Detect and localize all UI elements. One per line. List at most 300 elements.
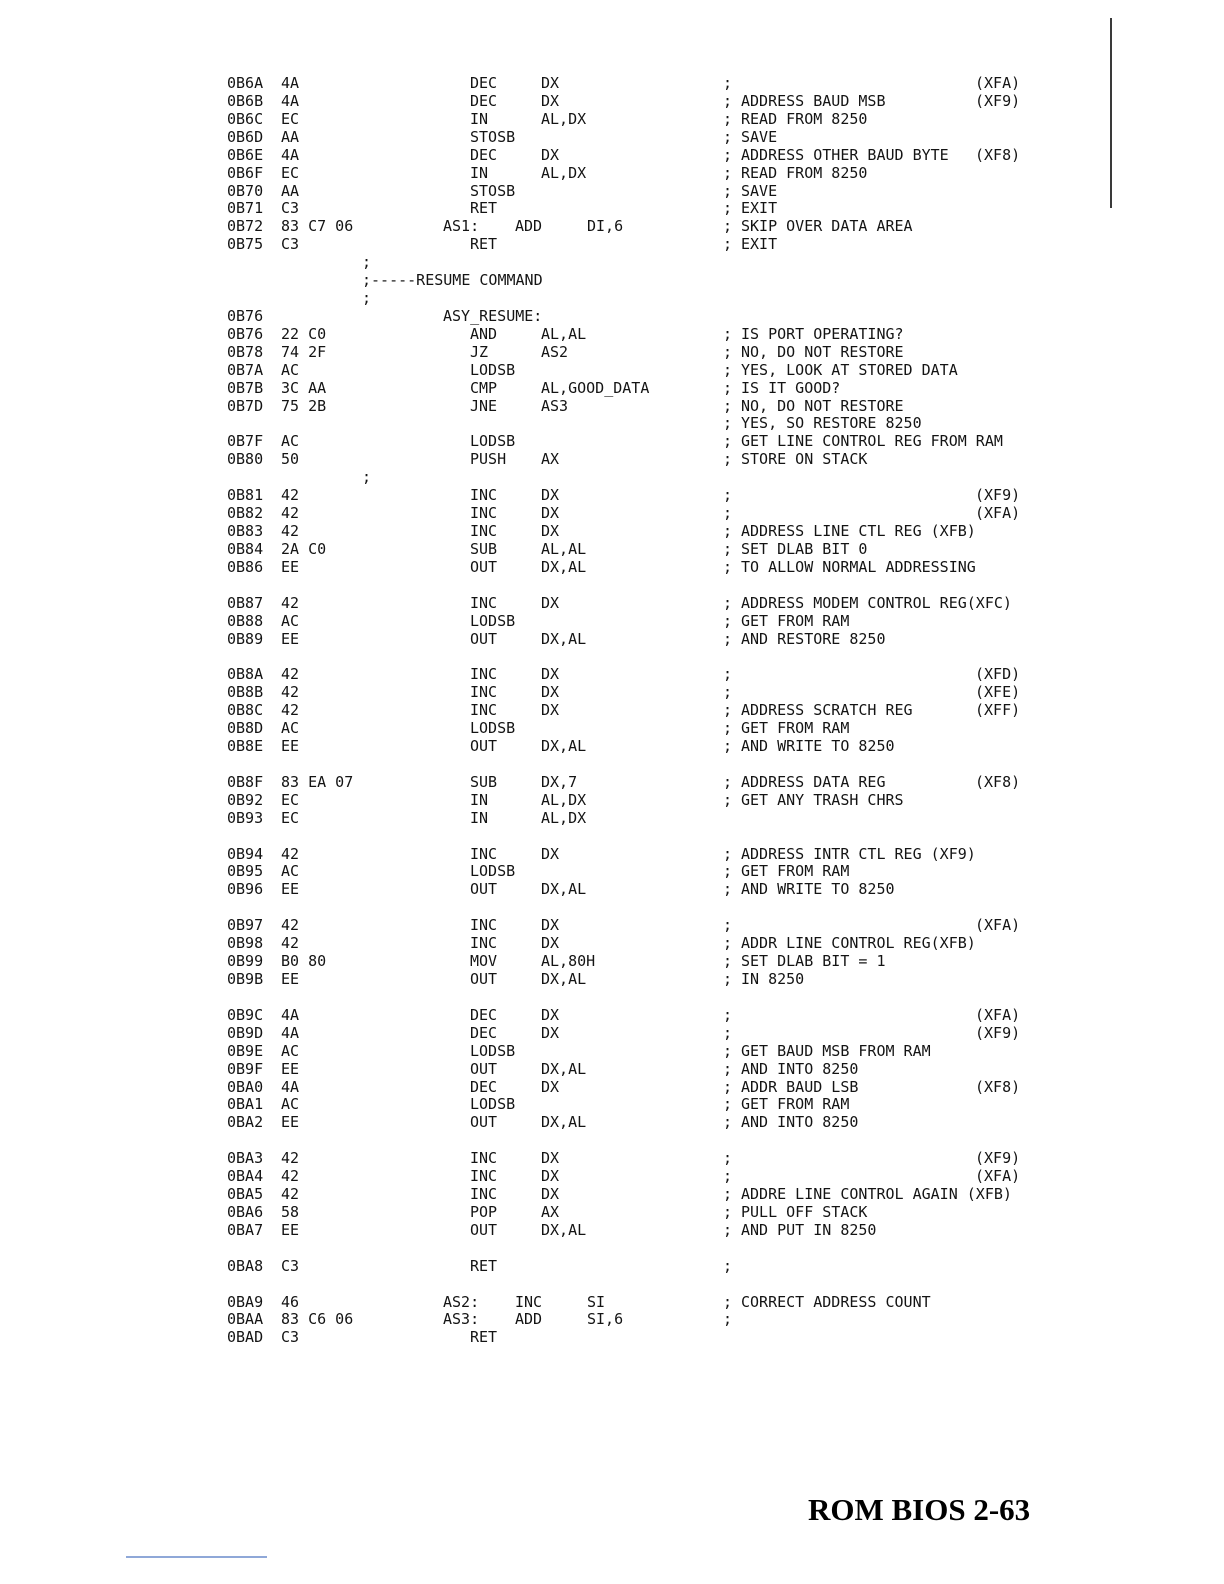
- listing-line: [0, 809, 1224, 827]
- opcode: OUT: [470, 1220, 498, 1239]
- operand: DX: [541, 1005, 560, 1024]
- machine-code: 4A: [281, 91, 300, 110]
- comment-marker: ;: [723, 342, 733, 361]
- opcode: IN: [470, 790, 489, 809]
- machine-code: AA: [281, 181, 300, 200]
- machine-code: AA: [281, 127, 300, 146]
- comment: CORRECT ADDRESS COUNT: [741, 1292, 931, 1311]
- listing-line: [0, 755, 1224, 773]
- comment: NO, DO NOT RESTORE: [741, 342, 904, 361]
- machine-code: EE: [281, 1059, 300, 1078]
- comment-marker: ;: [723, 1113, 733, 1132]
- opcode: INC: [470, 701, 498, 720]
- address: 0B8D: [227, 719, 264, 738]
- operand: AX: [541, 1202, 560, 1221]
- opcode: DEC: [470, 1005, 498, 1024]
- operand: DX,7: [541, 772, 578, 791]
- listing-line: [0, 235, 1224, 253]
- comment-marker: ;: [723, 1077, 733, 1096]
- comment-marker: ;: [723, 163, 733, 182]
- machine-code: 4A: [281, 1005, 300, 1024]
- comment: GET ANY TRASH CHRS: [741, 790, 904, 809]
- comment: IS IT GOOD?: [741, 378, 841, 397]
- opcode: OUT: [470, 880, 498, 899]
- section-comment: ;: [362, 289, 372, 308]
- comment: GET LINE CONTROL REG FROM RAM: [741, 432, 1003, 451]
- comment-marker: ;: [723, 74, 733, 92]
- operand: DX: [541, 683, 560, 702]
- port-reference: (XF9): [975, 1023, 1021, 1042]
- comment-marker: ;: [723, 737, 733, 756]
- comment-marker: ;: [723, 1023, 733, 1042]
- operand: AS2: [541, 342, 569, 361]
- listing-line: [0, 1275, 1224, 1293]
- comment-marker: ;: [723, 360, 733, 379]
- listing-line: [0, 1024, 1224, 1042]
- comment: ADDRE LINE CONTROL AGAIN (XFB): [741, 1185, 1012, 1204]
- machine-code: 22 C0: [281, 324, 327, 343]
- opcode: LODSB: [470, 1095, 516, 1114]
- comment-marker: ;: [723, 1185, 733, 1204]
- machine-code: 58: [281, 1202, 300, 1221]
- listing-line: [0, 1293, 1224, 1311]
- comment-marker: ;: [723, 1005, 733, 1024]
- opcode: DEC: [470, 1077, 498, 1096]
- operand: DX,AL: [541, 1059, 587, 1078]
- operand: DX,AL: [541, 737, 587, 756]
- comment-marker: ;: [723, 539, 733, 558]
- operand: DX: [541, 74, 560, 92]
- listing-line: [0, 217, 1224, 235]
- opcode: INC: [470, 504, 498, 523]
- comment-marker: ;: [723, 952, 733, 971]
- port-reference: (XFD): [975, 665, 1021, 684]
- comment-marker: ;: [723, 934, 733, 953]
- address: 0B8F: [227, 772, 264, 791]
- address: 0B6B: [227, 91, 264, 110]
- listing-line: [0, 540, 1224, 558]
- address: 0B75: [227, 235, 264, 254]
- address: 0B8E: [227, 737, 264, 756]
- operand: AL,DX: [541, 808, 587, 827]
- opcode: IN: [470, 808, 489, 827]
- comment: GET FROM RAM: [741, 611, 850, 630]
- opcode: SUB: [470, 539, 498, 558]
- comment: ADDRESS INTR CTL REG (XF9): [741, 844, 976, 863]
- opcode: INC: [470, 522, 498, 540]
- comment-marker: ;: [723, 593, 733, 612]
- address: 0B8B: [227, 683, 264, 702]
- listing-line: [0, 1060, 1224, 1078]
- machine-code: 42: [281, 522, 300, 540]
- comment-marker: ;: [723, 522, 733, 540]
- comment-marker: ;: [723, 127, 733, 146]
- comment-marker: ;: [723, 719, 733, 738]
- operand: DI,6: [587, 217, 624, 236]
- listing-line: [0, 1078, 1224, 1096]
- machine-code: EC: [281, 808, 300, 827]
- listing-line: [0, 253, 1224, 271]
- machine-code: AC: [281, 432, 300, 451]
- comment-marker: ;: [723, 772, 733, 791]
- listing-line: [0, 397, 1224, 415]
- comment-marker: ;: [723, 1220, 733, 1239]
- comment: ADDRESS DATA REG: [741, 772, 886, 791]
- listing-line: [0, 414, 1224, 432]
- comment: YES, LOOK AT STORED DATA: [741, 360, 958, 379]
- address: 0B83: [227, 522, 264, 540]
- listing-line: [0, 952, 1224, 970]
- address: 0B8C: [227, 701, 264, 720]
- comment-marker: ;: [723, 414, 733, 433]
- opcode: INC: [470, 1149, 498, 1168]
- listing-line: [0, 737, 1224, 755]
- machine-code: 42: [281, 1167, 300, 1186]
- opcode: RET: [470, 1328, 498, 1347]
- opcode: IN: [470, 109, 489, 128]
- comment: GET FROM RAM: [741, 719, 850, 738]
- opcode: INC: [470, 683, 498, 702]
- comment-marker: ;: [723, 145, 733, 164]
- comment-marker: ;: [723, 1167, 733, 1186]
- address: 0BAD: [227, 1328, 264, 1347]
- operand: DX: [541, 844, 560, 863]
- machine-code: 42: [281, 844, 300, 863]
- machine-code: 42: [281, 1149, 300, 1168]
- operand: SI: [587, 1292, 606, 1311]
- listing-line: [0, 1042, 1224, 1060]
- address: 0B93: [227, 808, 264, 827]
- address: 0BA9: [227, 1292, 264, 1311]
- comment-marker: ;: [723, 486, 733, 505]
- comment-marker: ;: [723, 880, 733, 899]
- address: 0B92: [227, 790, 264, 809]
- opcode: RET: [470, 1256, 498, 1275]
- comment: SAVE: [741, 181, 778, 200]
- machine-code: 42: [281, 504, 300, 523]
- opcode: DEC: [470, 145, 498, 164]
- operand: AL,80H: [541, 952, 596, 971]
- comment-marker: ;: [723, 109, 733, 128]
- listing-line: [0, 630, 1224, 648]
- opcode: INC: [470, 916, 498, 935]
- comment-marker: ;: [723, 91, 733, 110]
- comment: ADDR BAUD LSB: [741, 1077, 859, 1096]
- opcode: INC: [470, 1167, 498, 1186]
- listing-line: [0, 612, 1224, 630]
- listing-line: [0, 665, 1224, 683]
- comment: NO, DO NOT RESTORE: [741, 396, 904, 415]
- listing-line: [0, 1113, 1224, 1131]
- listing-line: [0, 1257, 1224, 1275]
- listing-line: [0, 1006, 1224, 1024]
- machine-code: 42: [281, 916, 300, 935]
- comment: GET FROM RAM: [741, 862, 850, 881]
- section-comment: ;-----RESUME COMMAND: [362, 271, 543, 290]
- opcode: AND: [470, 324, 498, 343]
- machine-code: 3C AA: [281, 378, 327, 397]
- opcode: INC: [470, 1185, 498, 1204]
- operand: DX: [541, 665, 560, 684]
- listing-line: [0, 898, 1224, 916]
- machine-code: EE: [281, 880, 300, 899]
- address: 0B95: [227, 862, 264, 881]
- comment: ADDRESS OTHER BAUD BYTE: [741, 145, 949, 164]
- machine-code: EE: [281, 1113, 300, 1132]
- machine-code: 42: [281, 683, 300, 702]
- listing-line: [0, 199, 1224, 217]
- listing-line: [0, 576, 1224, 594]
- machine-code: 74 2F: [281, 342, 327, 361]
- listing-line: [0, 361, 1224, 379]
- address: 0B72: [227, 217, 264, 236]
- machine-code: 50: [281, 450, 300, 469]
- port-reference: (XF8): [975, 1077, 1021, 1096]
- opcode: INC: [470, 593, 498, 612]
- comment: STORE ON STACK: [741, 450, 868, 469]
- operand: DX,AL: [541, 970, 587, 988]
- comment: ADDRESS BAUD MSB: [741, 91, 886, 110]
- listing-line: [0, 647, 1224, 665]
- comment-marker: ;: [723, 701, 733, 720]
- listing-line: [0, 880, 1224, 898]
- comment: READ FROM 8250: [741, 109, 868, 128]
- address: 0BA8: [227, 1256, 264, 1275]
- machine-code: 42: [281, 593, 300, 612]
- listing-line: [0, 916, 1224, 934]
- port-reference: (XF8): [975, 772, 1021, 791]
- opcode: ADD: [515, 1310, 543, 1329]
- operand: AL,AL: [541, 324, 587, 343]
- opcode: CMP: [470, 378, 498, 397]
- listing-line: [0, 486, 1224, 504]
- label: AS3:: [443, 1310, 480, 1329]
- address: 0B70: [227, 181, 264, 200]
- comment: TO ALLOW NORMAL ADDRESSING: [741, 557, 976, 576]
- listing-line: [0, 970, 1224, 988]
- opcode: LODSB: [470, 611, 516, 630]
- machine-code: 4A: [281, 145, 300, 164]
- comment: AND WRITE TO 8250: [741, 737, 895, 756]
- comment-marker: ;: [723, 235, 733, 254]
- machine-code: 4A: [281, 74, 300, 92]
- comment: EXIT: [741, 235, 778, 254]
- address: 0BAA: [227, 1310, 264, 1329]
- listing-line: [0, 450, 1224, 468]
- address: 0BA4: [227, 1167, 264, 1186]
- comment-marker: ;: [723, 1059, 733, 1078]
- operand: AL,DX: [541, 790, 587, 809]
- listing-line: [0, 988, 1224, 1006]
- opcode: LODSB: [470, 360, 516, 379]
- opcode: ADD: [515, 217, 543, 236]
- opcode: MOV: [470, 952, 498, 971]
- opcode: DEC: [470, 74, 498, 92]
- port-reference: (XF9): [975, 1149, 1021, 1168]
- label: ASY_RESUME:: [443, 306, 543, 325]
- listing-line: [0, 74, 1224, 92]
- listing-line: [0, 271, 1224, 289]
- machine-code: 4A: [281, 1023, 300, 1042]
- operand: DX: [541, 701, 560, 720]
- comment-marker: ;: [723, 790, 733, 809]
- listing-line: [0, 1239, 1224, 1257]
- machine-code: EC: [281, 163, 300, 182]
- machine-code: 83 C7 06: [281, 217, 354, 236]
- machine-code: AC: [281, 360, 300, 379]
- machine-code: 83 C6 06: [281, 1310, 354, 1329]
- address: 0BA5: [227, 1185, 264, 1204]
- opcode: DEC: [470, 1023, 498, 1042]
- listing-line: [0, 1185, 1224, 1203]
- operand: DX: [541, 486, 560, 505]
- machine-code: 42: [281, 934, 300, 953]
- comment-marker: ;: [723, 629, 733, 648]
- opcode: STOSB: [470, 127, 516, 146]
- listing-line: [0, 307, 1224, 325]
- operand: DX: [541, 145, 560, 164]
- comment-marker: ;: [723, 450, 733, 469]
- listing-line: [0, 343, 1224, 361]
- operand: DX: [541, 1185, 560, 1204]
- opcode: OUT: [470, 970, 498, 988]
- address: 0B9E: [227, 1041, 264, 1060]
- comment-marker: ;: [723, 1095, 733, 1114]
- listing-line: [0, 845, 1224, 863]
- comment: ADDR LINE CONTROL REG(XFB): [741, 934, 976, 953]
- operand: DX: [541, 1023, 560, 1042]
- operand: DX: [541, 1167, 560, 1186]
- comment: SET DLAB BIT 0: [741, 539, 868, 558]
- listing-line: [0, 504, 1224, 522]
- address: 0B9F: [227, 1059, 264, 1078]
- opcode: OUT: [470, 557, 498, 576]
- listing-line: [0, 325, 1224, 343]
- opcode: INC: [470, 486, 498, 505]
- listing-line: [0, 934, 1224, 952]
- opcode: OUT: [470, 1113, 498, 1132]
- comment-marker: ;: [723, 1256, 733, 1275]
- comment-marker: ;: [723, 1202, 733, 1221]
- address: 0B98: [227, 934, 264, 953]
- machine-code: 42: [281, 486, 300, 505]
- opcode: OUT: [470, 737, 498, 756]
- machine-code: AC: [281, 1095, 300, 1114]
- address: 0B88: [227, 611, 264, 630]
- opcode: JNE: [470, 396, 498, 415]
- operand: DX: [541, 1077, 560, 1096]
- address: 0B9B: [227, 970, 264, 988]
- address: 0B9C: [227, 1005, 264, 1024]
- machine-code: 42: [281, 1185, 300, 1204]
- footnote-rule: [126, 1556, 267, 1558]
- comment: ADDRESS LINE CTL REG (XFB): [741, 522, 976, 540]
- machine-code: EE: [281, 1220, 300, 1239]
- machine-code: AC: [281, 1041, 300, 1060]
- listing-line: [0, 862, 1224, 880]
- comment-marker: ;: [723, 504, 733, 523]
- page-footer: ROM BIOS 2-63: [808, 1492, 1031, 1527]
- port-reference: (XFA): [975, 1167, 1021, 1186]
- port-reference: (XFE): [975, 683, 1021, 702]
- opcode: PUSH: [470, 450, 507, 469]
- machine-code: C3: [281, 1328, 300, 1347]
- comment: ADDRESS MODEM CONTROL REG(XFC): [741, 593, 1012, 612]
- opcode: INC: [470, 844, 498, 863]
- listing-line: [0, 773, 1224, 791]
- port-reference: (XFA): [975, 1005, 1021, 1024]
- opcode: IN: [470, 163, 489, 182]
- operand: DX: [541, 916, 560, 935]
- listing-line: [0, 1131, 1224, 1149]
- machine-code: 42: [281, 665, 300, 684]
- address: 0B97: [227, 916, 264, 935]
- comment-marker: ;: [723, 862, 733, 881]
- listing-line: [0, 827, 1224, 845]
- address: 0BA3: [227, 1149, 264, 1168]
- address: 0B8A: [227, 665, 264, 684]
- opcode: LODSB: [470, 432, 516, 451]
- address: 0B89: [227, 629, 264, 648]
- port-reference: (XF8): [975, 145, 1021, 164]
- address: 0B6A: [227, 74, 264, 92]
- operand: DX: [541, 91, 560, 110]
- machine-code: C3: [281, 199, 300, 218]
- section-comment: ;: [362, 253, 372, 272]
- listing-line: [0, 164, 1224, 182]
- opcode: LODSB: [470, 862, 516, 881]
- opcode: INC: [470, 665, 498, 684]
- listing-line: [0, 594, 1224, 612]
- comment-marker: ;: [723, 1149, 733, 1168]
- port-reference: (XFF): [975, 701, 1021, 720]
- operand: DX,AL: [541, 1113, 587, 1132]
- machine-code: 4A: [281, 1077, 300, 1096]
- address: 0B9D: [227, 1023, 264, 1042]
- comment: ADDRESS SCRATCH REG: [741, 701, 913, 720]
- listing-line: [0, 128, 1224, 146]
- machine-code: EE: [281, 970, 300, 988]
- comment: AND INTO 8250: [741, 1113, 859, 1132]
- machine-code: C3: [281, 1256, 300, 1275]
- listing-line: [0, 683, 1224, 701]
- machine-code: 2A C0: [281, 539, 327, 558]
- address: 0BA7: [227, 1220, 264, 1239]
- machine-code: EE: [281, 629, 300, 648]
- opcode: LODSB: [470, 719, 516, 738]
- listing-line: [0, 791, 1224, 809]
- operand: AL,DX: [541, 163, 587, 182]
- comment-marker: ;: [723, 1292, 733, 1311]
- opcode: OUT: [470, 1059, 498, 1078]
- comment: READ FROM 8250: [741, 163, 868, 182]
- comment: IN 8250: [741, 970, 805, 988]
- address: 0B6E: [227, 145, 264, 164]
- operand: DX,AL: [541, 557, 587, 576]
- comment-marker: ;: [723, 844, 733, 863]
- comment-marker: ;: [723, 683, 733, 702]
- opcode: INC: [515, 1292, 543, 1311]
- address: 0B87: [227, 593, 264, 612]
- opcode: RET: [470, 235, 498, 254]
- opcode: SUB: [470, 772, 498, 791]
- address: 0B76: [227, 324, 264, 343]
- comment-marker: ;: [723, 611, 733, 630]
- machine-code: AC: [281, 611, 300, 630]
- listing-line: [0, 558, 1224, 576]
- comment-marker: ;: [723, 970, 733, 988]
- address: 0B96: [227, 880, 264, 899]
